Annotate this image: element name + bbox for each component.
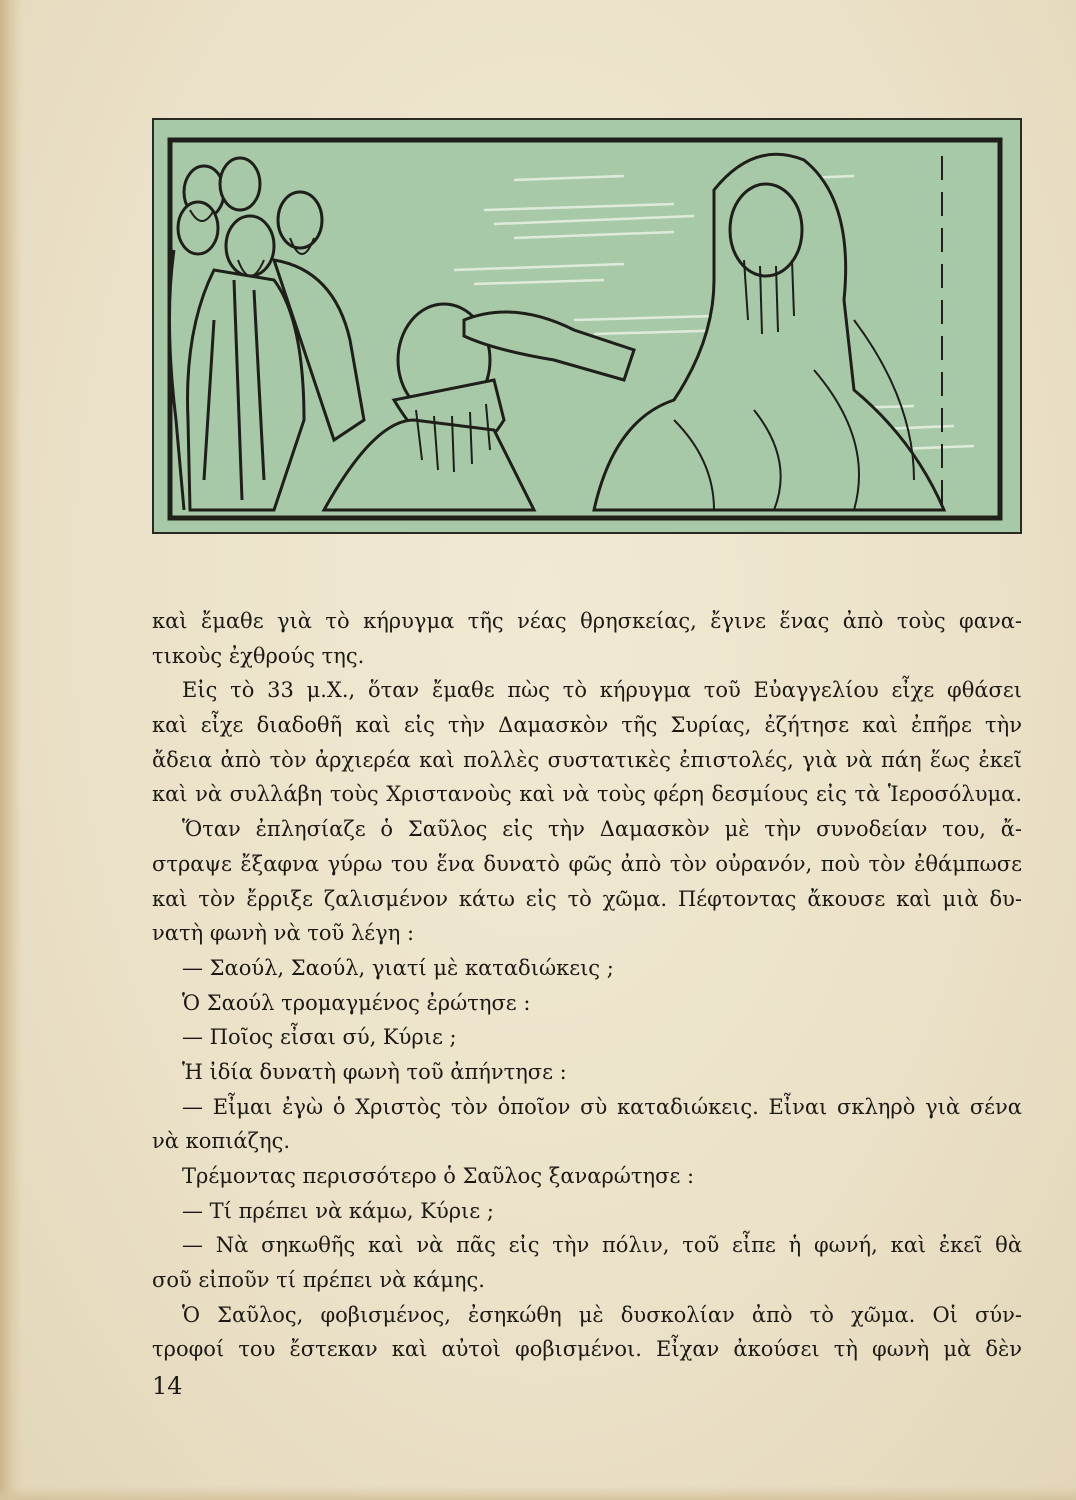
onlookers-group (169, 158, 364, 510)
body-text (152, 604, 1022, 1367)
text-line: καὶ ἔμαθε γιὰ τὸ κήρυγμα τῆς νέας θρησκείας, ἔγινε ἕνας ἀπὸ τοὺς φανα- (152, 609, 1022, 633)
text-line: — Σαούλ, Σαούλ, γιατί μὲ καταδιώκεις ; (182, 955, 614, 980)
text-line: — Τί πρέπει νὰ κάμω, Κύριε ; (182, 1198, 494, 1223)
text-line: Ὁ Σαῦλος, φοβισμένος, ἐσηκώθη μὲ δυσκολίαν ἀπὸ τὸ χῶμα. Οἱ σύν- (182, 1302, 1022, 1327)
illustration-drawing (154, 120, 1020, 532)
text-line: — Ποῖος εἶσαι σύ, Κύριε ; (182, 1025, 457, 1050)
page-edge-shadow-left (0, 0, 22, 1500)
text-line: τικοὺς ἐχθρούς της. (152, 643, 365, 668)
text-line: Ἡ ἰδία δυνατὴ φωνὴ τοῦ ἀπήντησε : (182, 1059, 567, 1084)
text-line: Ὅταν ἐπλησίαζε ὁ Σαῦλος εἰς τὴν Δαμασκὸν μὲ τὴν συνοδείαν του, ἄ- (182, 817, 1022, 842)
text-line: ἄδεια ἀπὸ τὸν ἀρχιερέα καὶ πολλὲς συστατικὲς ἐπιστολές, γιὰ νὰ πάη ἕως ἐκεῖ (152, 747, 1022, 772)
text-line: καὶ νὰ συλλάβη τοὺς Χριστανοὺς καὶ νὰ τοὺς φέρη δεσμίους εἰς τὰ Ἱεροσόλυμα. (152, 782, 1022, 807)
text-line: — Νὰ σηκωθῆς καὶ νὰ πᾶς εἰς τὴν πόλιν, τοῦ εἶπε ἡ φωνή, καὶ ἐκεῖ θὰ (182, 1233, 1022, 1258)
text-line: τροφοί του ἔστεκαν καὶ αὐτοὶ φοβισμένοι. Εἶχαν ἀκούσει τὴ φωνὴ μὰ δὲν (152, 1337, 1022, 1362)
text-line: Τρέμοντας περισσότερο ὁ Σαῦλος ξαναρώτησε : (182, 1164, 695, 1188)
text-line: Ὁ Σαούλ τρομαγμένος ἐρώτησε : (182, 990, 531, 1015)
text-line: Εἰς τὸ 33 μ.Χ., ὅταν ἔμαθε πὼς τὸ κήρυγμα τοῦ Εὐαγγελίου εἶχε φθάσει (182, 678, 1022, 703)
text-line: — Εἶμαι ἐγὼ ὁ Χριστὸς τὸν ὁποῖον σὺ καταδιώκεις. Εἶναι σκληρὸ γιὰ σένα (182, 1094, 1022, 1119)
text-line: καὶ εἶχε διαδοθῆ καὶ εἰς τὴν Δαμασκὸν τῆς Συρίας, ἐζήτησε καὶ ἐπῆρε τὴν (152, 713, 1022, 738)
text-line: καὶ τὸν ἔρριξε ζαλισμένον κάτω εἰς τὸ χῶμα. Πέφτοντας ἄκουσε καὶ μιὰ δυ- (152, 886, 1022, 911)
text-line: νατὴ φωνὴ νὰ τοῦ λέγη : (152, 921, 415, 946)
text-line: σοῦ εἰποῦν τί πρέπει νὰ κάμης. (152, 1268, 485, 1293)
page-edge-shadow-bottom (0, 1486, 1076, 1500)
text-line: στραψε ἔξαφνα γύρω του ἕνα δυνατὸ φῶς ἀπὸ τὸν οὐρανόν, ποὺ τὸν ἐθάμπωσε (152, 851, 1022, 876)
page-number: 14 (152, 1372, 183, 1400)
woodcut-illustration (152, 118, 1022, 534)
text-line: νὰ κοπιάζης. (152, 1129, 291, 1154)
